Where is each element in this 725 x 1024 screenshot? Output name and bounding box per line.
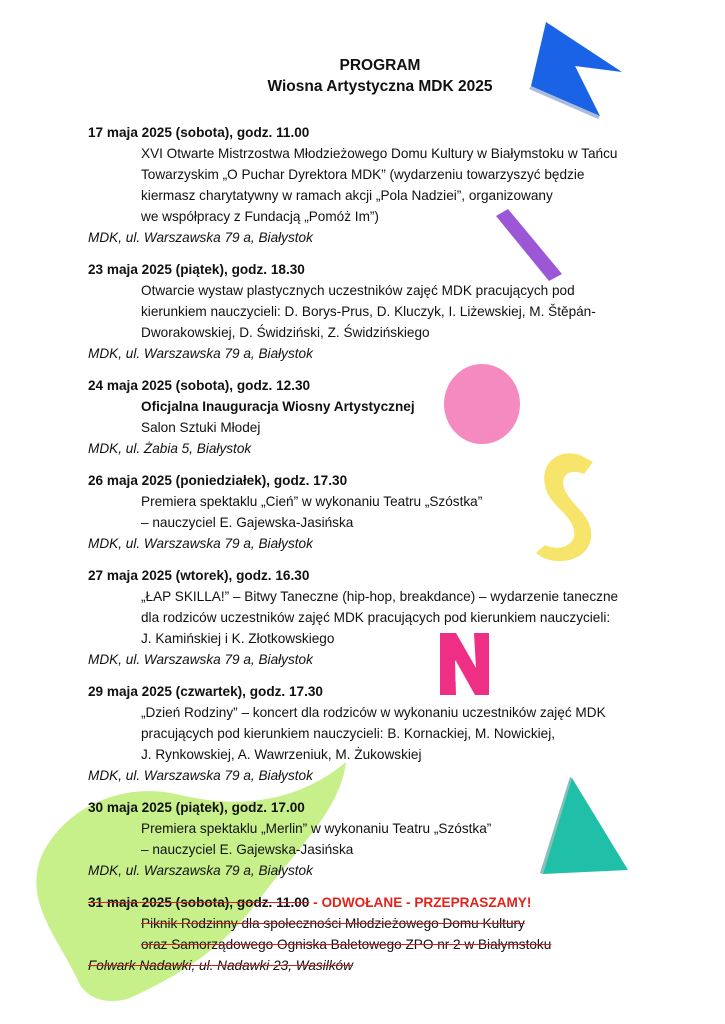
event-item (88, 565, 668, 670)
event-description-line: J. Rynkowskiej, A. Wawrzeniuk, M. Żukowskiej (141, 747, 422, 762)
event-item (88, 681, 668, 786)
program-subtitle: Wiosna Artystyczna MDK 2025 (267, 78, 493, 95)
event-description-line: Dworakowskiej, D. Świdziński, Z. Świdzińskiego (141, 325, 430, 340)
event-location: MDK, ul. Warszawska 79 a, Białystok (88, 652, 313, 667)
event-description-line: oraz Samorządowego Ogniska Baletowego ZPO nr 2 w Białymstoku (141, 937, 552, 952)
event-description-line: Premiera spektaklu „Cień” w wykonaniu Teatru „Szóstka” (141, 494, 483, 509)
event-location: MDK, ul. Warszawska 79 a, Białystok (88, 230, 313, 245)
event-date: 17 maja 2025 (sobota), godz. 11.00 (88, 125, 310, 140)
event-location: MDK, ul. Warszawska 79 a, Białystok (88, 536, 313, 551)
cancel-notice: - ODWOŁANE - PRZEPRASZAMY! (309, 895, 532, 910)
event-item (88, 797, 668, 881)
event-location: MDK, ul. Żabia 5, Białystok (88, 441, 252, 456)
event-description-line: Oficjalna Inauguracja Wiosny Artystycznej (141, 399, 415, 414)
program-title: PROGRAM (339, 57, 421, 74)
event-date: 30 maja 2025 (piątek), godz. 17.00 (88, 800, 305, 815)
event-description-line: – nauczyciel E. Gajewska-Jasińska (141, 842, 354, 857)
event-location: Folwark Nadawki, ul. Nadawki 23, Wasilków (88, 958, 353, 973)
event-description-line: „Dzień Rodziny” – koncert dla rodziców w wykonaniu uczestników zajęć MDK (141, 705, 606, 720)
event-description-line: Piknik Rodzinny dla społeczności Młodzieżowego Domu Kultury (141, 916, 525, 931)
event-location: MDK, ul. Warszawska 79 a, Białystok (88, 346, 313, 361)
event-item (88, 122, 668, 248)
event-item (88, 375, 668, 459)
event-date: 31 maja 2025 (sobota), godz. 11.00 (88, 895, 310, 910)
event-description-line: Salon Sztuki Młodej (141, 420, 261, 435)
event-description-line: J. Kamińskiej i K. Złotkowskiego (141, 631, 335, 646)
event-date-row (88, 892, 668, 913)
event-description-line: kiermasz charytatywny w ramach akcji „Pola Nadziei”, organizowany (141, 188, 553, 203)
event-location: MDK, ul. Warszawska 79 a, Białystok (88, 863, 313, 878)
event-date: 27 maja 2025 (wtorek), godz. 16.30 (88, 568, 310, 583)
event-description-line: Towarzyskim „O Puchar Dyrektora MDK” (wydarzeniu towarzyszyć będzie (141, 167, 585, 182)
event-description-line: Premiera spektaklu „Merlin” w wykonaniu Teatru „Szóstka” (141, 821, 492, 836)
event-date: 24 maja 2025 (sobota), godz. 12.30 (88, 378, 311, 393)
event-date: 29 maja 2025 (czwartek), godz. 17.30 (88, 684, 323, 699)
event-description-line: „ŁAP SKILLA!” – Bitwy Taneczne (hip-hop, breakdance) – wydarzenie taneczne (141, 589, 619, 604)
event-date: 26 maja 2025 (poniedziałek), godz. 17.30 (88, 473, 348, 488)
event-location: MDK, ul. Warszawska 79 a, Białystok (88, 768, 313, 783)
event-description-line: dla rodziców uczestników zajęć MDK pracujących pod kierunkiem nauczycieli: (141, 610, 611, 625)
event-description-line: pracujących pod kierunkiem nauczycieli: B. Kornackiej, M. Nowickiej, (141, 726, 556, 741)
event-description-line: Otwarcie wystaw plastycznych uczestników zajęć MDK pracujących pod (141, 283, 575, 298)
event-item (88, 259, 668, 364)
event-item (88, 470, 668, 554)
event-description-line: XVI Otwarte Mistrzostwa Młodzieżowego Domu Kultury w Białymstoku w Tańcu (141, 146, 618, 161)
event-date: 23 maja 2025 (piątek), godz. 18.30 (88, 262, 305, 277)
event-description-line: we współpracy z Fundacją „Pomóż Im”) (141, 209, 379, 224)
event-item-cancelled (88, 892, 668, 976)
event-description-line: kierunkiem nauczycieli: D. Borys-Prus, D. Kluczyk, I. Liżewskiej, M. Štěpán- (141, 304, 596, 319)
event-description-line: – nauczyciel E. Gajewska-Jasińska (141, 515, 354, 530)
